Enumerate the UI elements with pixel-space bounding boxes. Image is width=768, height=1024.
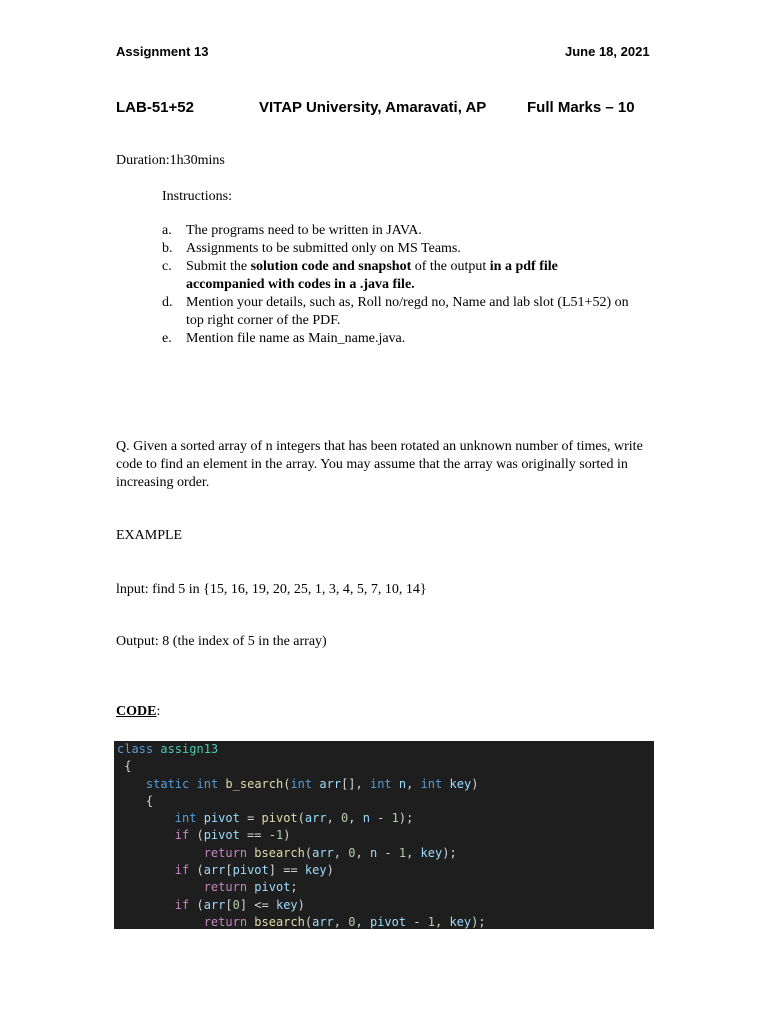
code-heading xyxy=(116,703,160,721)
code-heading-colon: : xyxy=(156,704,161,719)
code-line: if (arr[0] <= key) xyxy=(174,897,305,912)
code-line: { xyxy=(117,759,132,774)
code-line: class assign13 xyxy=(117,742,219,756)
instruction-marker: a. xyxy=(162,223,172,238)
instruction-text: Mention file name as Main_name.java. xyxy=(186,331,406,346)
instruction-text-part: Submit the xyxy=(186,259,251,274)
code-line: static int b_search(int arr[], int n, int key) xyxy=(145,776,479,791)
assignment-label: Assignment 13 xyxy=(116,44,209,59)
code-line: { xyxy=(117,793,154,808)
code-line: return pivot; xyxy=(203,880,298,895)
lab-code: LAB-51+52 xyxy=(116,99,194,116)
code-line: if (pivot == -1) xyxy=(174,828,291,843)
university-name: VITAP University, Amaravati, AP xyxy=(259,99,487,116)
code-line: return bsearch(arr, 0, pivot - 1, key); xyxy=(203,914,486,929)
instruction-text-part: of the output xyxy=(411,259,490,274)
code-line: if (arr[pivot] == key) xyxy=(174,863,334,878)
instruction-item xyxy=(162,240,632,258)
question-text: Q. Given a sorted array of n integers that has been rotated an unknown number of times, write code to find an element in the array. You may assume that the array was originally sorted in increasing order. xyxy=(116,439,643,490)
instruction-text xyxy=(186,258,632,294)
full-marks: Full Marks – 10 xyxy=(527,99,635,116)
example-label: EXAMPLE xyxy=(116,528,183,543)
assignment-date: June 18, 2021 xyxy=(565,44,650,59)
instruction-text: The programs need to be written in JAVA. xyxy=(186,223,422,238)
code-line: int pivot = pivot(arr, 0, n - 1); xyxy=(174,811,414,826)
instruction-text: Assignments to be submitted only on MS Teams. xyxy=(186,241,461,256)
instruction-bold-part: in a pdf file accompanied with codes in a .java file. xyxy=(186,259,558,292)
instruction-bold-part: solution code and snapshot xyxy=(250,259,412,274)
instructions-list xyxy=(162,222,632,348)
instruction-marker: e. xyxy=(162,331,172,346)
instruction-item xyxy=(162,330,632,348)
instruction-text: Mention your details, such as, Roll no/regd no, Name and lab slot (L51+52) on top right corner of the PDF. xyxy=(186,295,629,328)
code-heading-label: CODE xyxy=(116,704,157,719)
instruction-item xyxy=(162,294,632,330)
example-output: Output: 8 (the index of 5 in the array) xyxy=(116,634,327,649)
instruction-marker: d. xyxy=(162,295,173,310)
example-input: lnput: find 5 in {15, 16, 19, 20, 25, 1, 3, 4, 5, 7, 10, 14} xyxy=(116,582,427,597)
code-block xyxy=(114,741,654,929)
code-line: return bsearch(arr, 0, n - 1, key); xyxy=(203,845,457,860)
duration-text: Duration:1h30mins xyxy=(116,153,225,168)
instruction-marker: b. xyxy=(162,241,173,256)
instructions-title: Instructions: xyxy=(162,189,232,204)
instruction-item xyxy=(162,222,632,240)
instruction-item xyxy=(162,258,632,294)
instruction-marker: c. xyxy=(162,259,172,274)
code-snippet xyxy=(114,741,654,929)
